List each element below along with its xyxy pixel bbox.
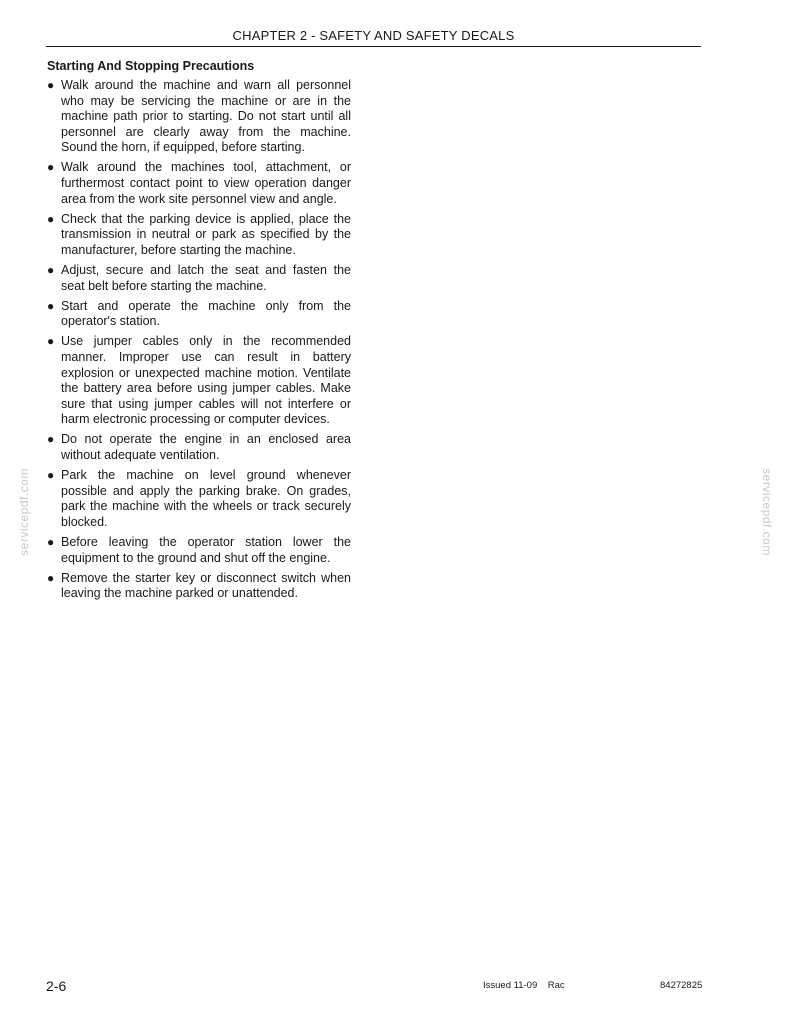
chapter-header: CHAPTER 2 - SAFETY AND SAFETY DECALS: [232, 28, 515, 43]
list-item-text: Park the machine on level ground whenever possible and apply the parking brake. On grades, park the machine with the wheels or track securely blocked.: [61, 468, 351, 529]
list-item: [47, 299, 351, 330]
watermark-right: servicepdf.com: [760, 468, 774, 556]
header-divider: [46, 46, 701, 47]
bullet-icon: ●: [47, 78, 55, 92]
bullet-icon: ●: [47, 211, 55, 226]
list-item: [47, 535, 351, 566]
footer-page-number: 2-6: [46, 978, 67, 994]
list-item-text: Do not operate the engine in an enclosed area without adequate ventilation.: [61, 432, 351, 463]
list-item: [47, 468, 351, 530]
list-item: [47, 212, 351, 259]
bullet-icon: ●: [47, 535, 55, 550]
main-content: [47, 58, 351, 606]
list-item-text: Walk around the machines tool, attachment, or furthermost contact point to view operation danger area from the work site personnel view and angle.: [61, 160, 351, 206]
bullet-icon: ●: [47, 263, 55, 278]
footer-doc-number: 84272825: [660, 980, 703, 991]
precautions-list: [47, 78, 351, 602]
bullet-icon: ●: [47, 570, 55, 585]
list-item-text: Start and operate the machine only from the operator's station.: [61, 298, 351, 329]
list-item: [47, 160, 351, 207]
list-item: [47, 432, 351, 463]
bullet-icon: ●: [47, 160, 55, 175]
bullet-icon: ●: [47, 468, 55, 483]
list-item: [47, 571, 351, 602]
bullet-icon: ●: [47, 432, 55, 447]
list-item-text: Before leaving the operator station lower the equipment to the ground and shut off the engine.: [61, 535, 351, 565]
list-item: [47, 78, 351, 156]
watermark-left: servicepdf.com: [17, 468, 31, 556]
list-item-text: Walk around the machine and warn all personnel who may be servicing the machine or are in the machine path prior to starting. Do not start until all personnel are clearly away from the machine. Sound the horn, if equipped, before starting.: [61, 78, 351, 155]
list-item: [47, 263, 351, 294]
list-item-text: Remove the starter key or disconnect switch when leaving the machine parked or unattended.: [61, 570, 351, 601]
list-item-text: Check that the parking device is applied, place the transmission in neutral or park as specified by the manufacturer, before starting the machine.: [61, 211, 351, 257]
bullet-icon: ●: [47, 298, 55, 313]
bullet-icon: ●: [47, 334, 55, 349]
footer-issued: Issued 11-09 Rac: [483, 980, 565, 991]
list-item-text: Use jumper cables only in the recommended manner. Improper use can result in battery explosion or unexpected machine motion. Ventilate the battery area before using jumper cables. Make sure that using jumper cables will not interfere or harm electronic processing or computer devices.: [61, 334, 351, 427]
list-item-text: Adjust, secure and latch the seat and fasten the seat belt before starting the machine.: [61, 263, 351, 293]
section-title: Starting And Stopping Precautions: [47, 59, 255, 73]
list-item: [47, 334, 351, 428]
